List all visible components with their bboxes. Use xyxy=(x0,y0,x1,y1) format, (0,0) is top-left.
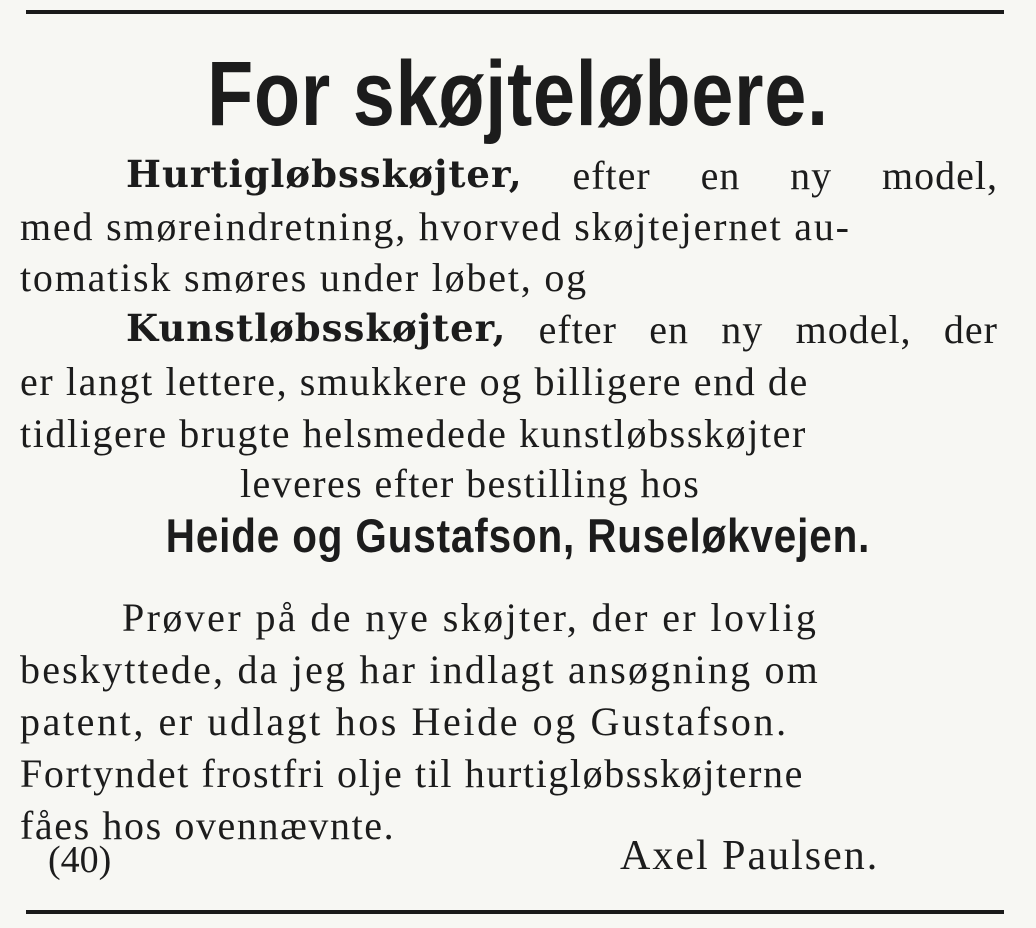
product-name-speed-skates: Hurtigløbsskøjter, xyxy=(126,152,523,196)
top-rule xyxy=(26,10,1004,14)
word: ny xyxy=(721,307,764,352)
signature: Axel Paulsen. xyxy=(620,833,880,879)
bottom-rule xyxy=(26,910,1004,914)
word: model, xyxy=(882,153,998,198)
word: efter xyxy=(538,307,617,352)
paragraph3-line1: Prøver på de nye skøjter, der er lovlig xyxy=(122,595,819,640)
paragraph2-line1 xyxy=(126,306,998,353)
paragraph3-line5: fåes hos ovennævnte. xyxy=(20,803,396,848)
word: model, xyxy=(795,307,912,352)
paragraph3-line3: patent, er udlagt hos Heide og Gustafson. xyxy=(20,699,789,744)
paragraph2-line3: tidligere brugte helsmedede kunstløbsskøjter xyxy=(20,411,807,456)
shop-name: Heide og Gustafson, Ruseløkvejen. xyxy=(165,509,871,562)
word: ny xyxy=(790,153,833,198)
paragraph2-line2: er langt lettere, smukkere og billigere end de xyxy=(20,359,809,404)
paragraph2-line4: leveres efter bestilling hos xyxy=(240,461,701,506)
paragraph3-line2: beskyttede, da jeg har indlagt ansøgning om xyxy=(20,647,820,692)
paragraph3-line4: Fortyndet frostfri olje til hurtigløbsskøjterne xyxy=(20,751,804,796)
product-name-figure-skates: Kunstløbsskøjter, xyxy=(126,306,507,350)
paragraph1-line2: med smøreindretning, hvorved skøjtejernet au- xyxy=(20,204,851,249)
word: en xyxy=(700,153,741,198)
ad-number: (40) xyxy=(48,839,112,881)
headline: For skøjteløbere. xyxy=(207,43,829,145)
paragraph1-line1 xyxy=(126,152,998,199)
word: der xyxy=(943,307,998,352)
word: en xyxy=(649,307,689,352)
word: efter xyxy=(572,153,651,198)
paragraph1-line3: tomatisk smøres under løbet, og xyxy=(20,255,588,300)
